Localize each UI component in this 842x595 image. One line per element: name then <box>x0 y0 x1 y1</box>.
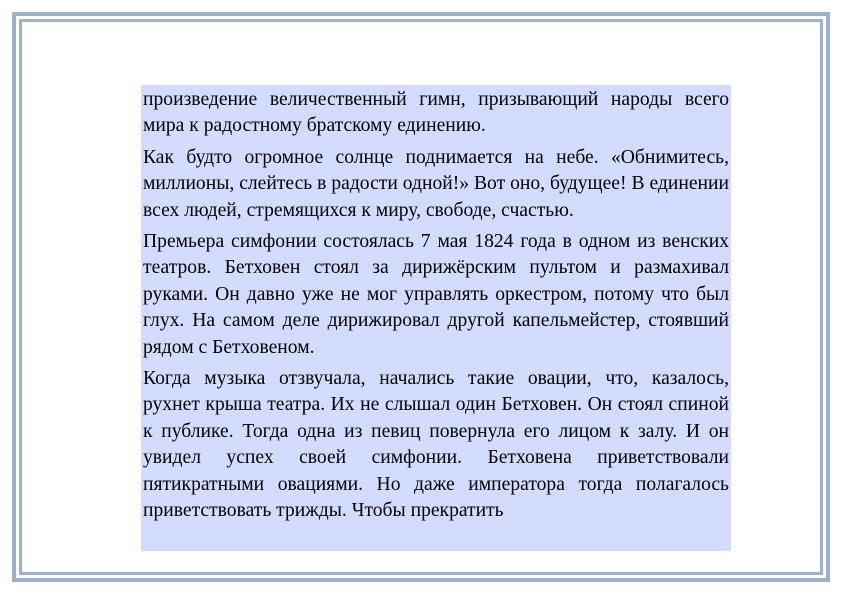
paragraph-1: произведение величественный гимн, призывающий народы всего мира к радостному братскому единению. <box>143 89 729 137</box>
highlighted-text-block <box>141 85 731 551</box>
paragraph-3: Премьера симфонии состоялась 7 мая 1824 года в одном из венских театров. Бетховен стоял за дирижёрским пультом и размахивал руками. Он давно уже не мог управлять оркестром, потому что был глух. На самом деле дирижировал другой капельмейстер, стоявший рядом с Бетховеном. <box>143 231 729 358</box>
paragraph-2: Как будто огромное солнце поднимается на небе. «Обнимитесь, миллионы, слейтесь в радости одной!» Вот оно, будущее! В единении всех людей, стремящихся к миру, свободе, счастью. <box>143 146 729 221</box>
paragraph-4: Когда музыка отзвучала, начались такие овации, что, казалось, рухнет крыша театра. Их не слышал один Бетховен. Он стоял спиной к публике. Тогда одна из певиц повернула его лицом к залу. И он увидел успех своей симфонии. Бетховена приветствовали пятикратными овациями. Но даже императора тогда полагалось приветствовать трижды. Чтобы прекратить <box>143 368 729 522</box>
